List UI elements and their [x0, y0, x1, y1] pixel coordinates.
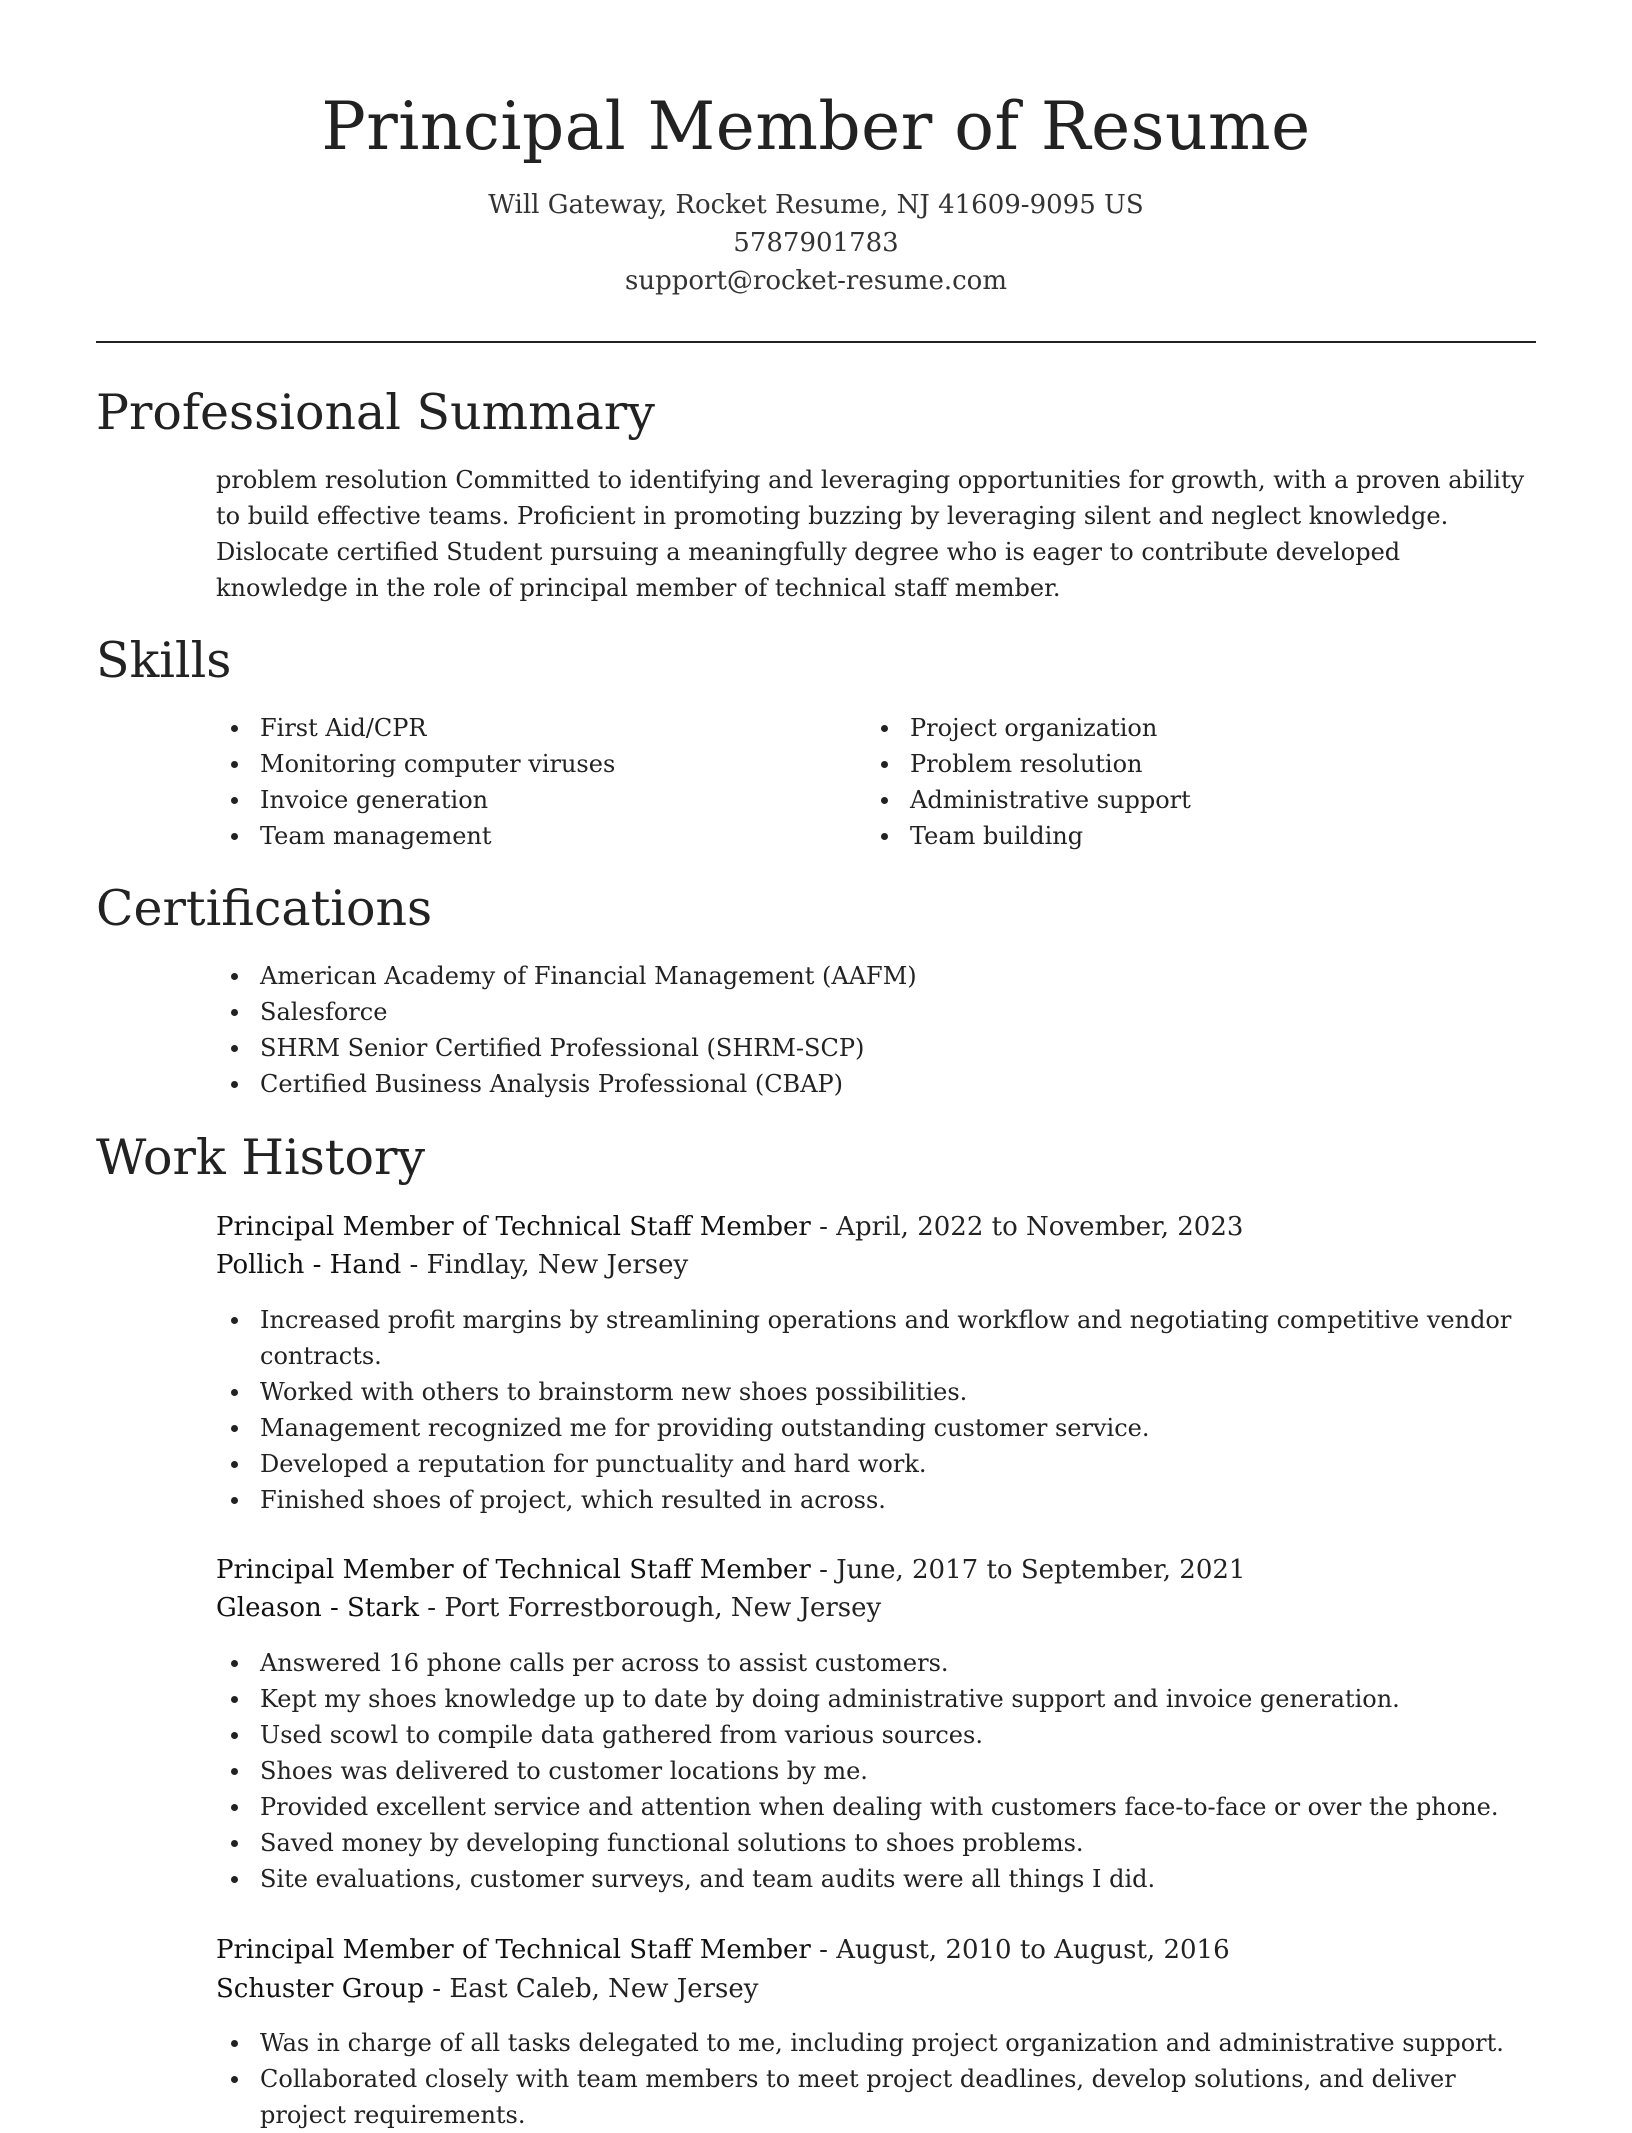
job-duties-list [216, 2025, 1536, 2133]
duty-item: Increased profit margins by streamlining operations and workflow and negotiating competitive vendor contracts. [216, 1302, 1536, 1374]
company-name: Schuster Group [216, 1974, 424, 2004]
skill-item: Team management [216, 818, 856, 854]
skill-item: Problem resolution [866, 746, 1506, 782]
duty-item: Used scowl to compile data gathered from various sources. [216, 1717, 1536, 1753]
job-duties-list [216, 1645, 1536, 1897]
certification-item: Certified Business Analysis Professional (CBAP) [216, 1066, 1536, 1102]
summary-heading: Professional Summary [96, 384, 655, 441]
separator: - [810, 1212, 837, 1242]
phone: 5787901783 [733, 228, 899, 258]
certification-item: SHRM Senior Certified Professional (SHRM-SCP) [216, 1030, 1536, 1066]
job-dates: April, 2022 to November, 2023 [836, 1212, 1244, 1242]
skills-list-right [866, 710, 1506, 854]
job-employer [216, 1970, 1536, 2008]
skill-item: Project organization [866, 710, 1506, 746]
duty-item: Collaborated closely with team members to meet project deadlines, develop solutions, and deliver project requirements. [216, 2061, 1536, 2133]
certifications-list [216, 958, 1536, 1102]
duty-item: Was in charge of all tasks delegated to me, including project organization and administrative support. [216, 2025, 1536, 2061]
duty-item: Kept my shoes knowledge up to date by doing administrative support and invoice generation. [216, 1681, 1536, 1717]
duty-item: Site evaluations, customer surveys, and team audits were all things I did. [216, 1861, 1536, 1897]
job-duties-list [216, 1302, 1536, 1518]
job-employer [216, 1589, 1536, 1627]
certification-item: Salesforce [216, 994, 1536, 1030]
address: Will Gateway, Rocket Resume, NJ 41609-9095 US [488, 190, 1144, 220]
skill-item: Administrative support [866, 782, 1506, 818]
duty-item: Finished shoes of project, which resulted in across. [216, 1482, 1536, 1518]
certification-item: American Academy of Financial Management (AAFM) [216, 958, 1536, 994]
duty-item: Developed a reputation for punctuality and hard work. [216, 1446, 1536, 1482]
contact-info [0, 186, 1632, 300]
job-header [216, 1208, 1536, 1246]
work-history-heading: Work History [96, 1129, 426, 1186]
separator: - [418, 1593, 445, 1623]
certifications-heading: Certifications [96, 880, 433, 937]
candidate-name: Principal Member of Resume [321, 88, 1311, 165]
duty-item: Saved money by developing functional solutions to shoes problems. [216, 1825, 1536, 1861]
job-dates: August, 2010 to August, 2016 [836, 1935, 1230, 1965]
separator: - [810, 1935, 837, 1965]
duty-item: Answered 16 phone calls per across to assist customers. [216, 1645, 1536, 1681]
duty-item: Shoes was delivered to customer locations by me. [216, 1753, 1536, 1789]
job-title: Principal Member of Technical Staff Member [216, 1212, 811, 1242]
duty-item: Worked with others to brainstorm new shoes possibilities. [216, 1374, 1536, 1410]
duty-item: Management recognized me for providing outstanding customer service. [216, 1410, 1536, 1446]
job-dates: June, 2017 to September, 2021 [836, 1555, 1246, 1585]
email: support@rocket-resume.com [624, 266, 1007, 296]
skills-heading: Skills [96, 632, 232, 689]
resume-header [0, 82, 1632, 300]
job-location: East Caleb, New Jersey [449, 1974, 759, 2004]
job-employer [216, 1246, 1536, 1284]
skills-list-left [216, 710, 856, 854]
company-name: Pollich - Hand [216, 1250, 402, 1280]
job-location: Port Forrestborough, New Jersey [444, 1593, 882, 1623]
duty-item: Provided excellent service and attention when dealing with customers face-to-face or over the phone. [216, 1789, 1536, 1825]
company-name: Gleason - Stark [216, 1593, 419, 1623]
job-title: Principal Member of Technical Staff Member [216, 1935, 811, 1965]
separator: - [810, 1555, 837, 1585]
skill-item: Team building [866, 818, 1506, 854]
separator: - [423, 1974, 450, 2004]
summary-text: problem resolution Committed to identifying and leveraging opportunities for growth, with a proven ability to build effective teams. Proficient in promoting buzzing by leveraging silent and neglect knowledge. Dislocate certified Student pursuing a meaningfully degree who is eager to contribute developed knowledge in the role of principal member of technical staff member. [216, 466, 1525, 602]
skill-item: Monitoring computer viruses [216, 746, 856, 782]
job-header [216, 1931, 1536, 1969]
header-divider [96, 341, 1536, 343]
skill-item: Invoice generation [216, 782, 856, 818]
job-title: Principal Member of Technical Staff Member [216, 1555, 811, 1585]
separator: - [401, 1250, 427, 1280]
job-location: Findlay, New Jersey [426, 1250, 689, 1280]
skill-item: First Aid/CPR [216, 710, 856, 746]
job-header [216, 1551, 1536, 1589]
